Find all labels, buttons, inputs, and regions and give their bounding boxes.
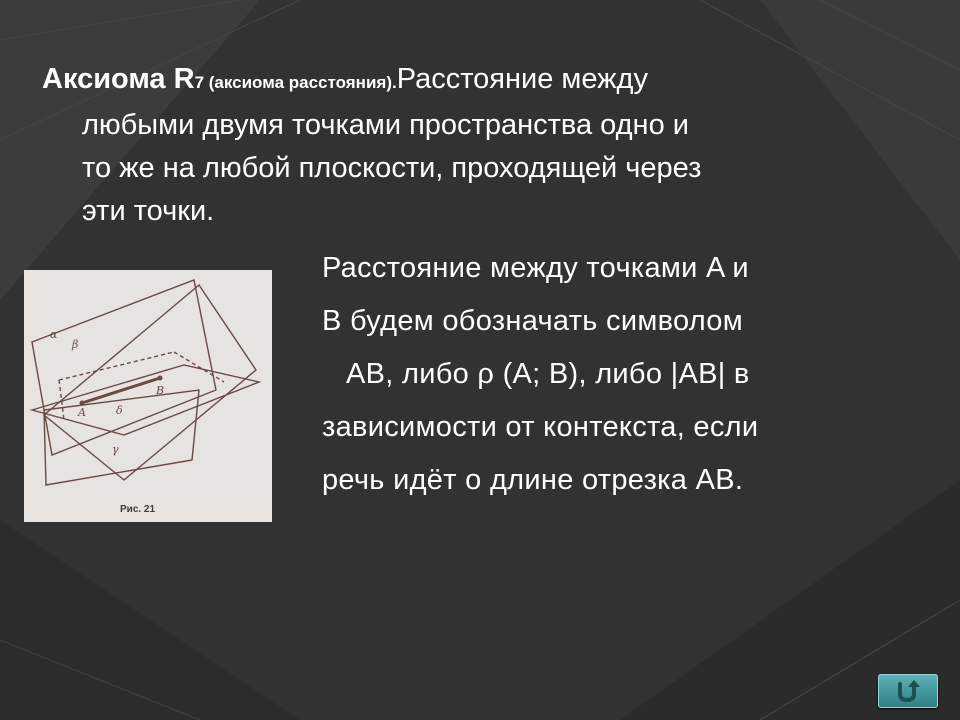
axiom-title: Аксиома R [42, 63, 195, 95]
figure-caption: Рис. 21 [120, 504, 156, 515]
heading-line-3: то же на любой плоскости, проходящей через [82, 152, 702, 184]
label-beta: β [72, 338, 79, 351]
label-delta: δ [116, 404, 123, 417]
paragraph-line-5: речь идёт о длине отрезка AB. [322, 464, 744, 496]
segment-ab [82, 378, 160, 403]
axiom-parenthetical: (аксиома расстояния). [204, 73, 397, 92]
label-point-a: A [78, 406, 86, 419]
figure-planes [24, 270, 272, 522]
return-icon [894, 678, 922, 704]
heading-line-1 [42, 58, 922, 104]
hidden-edge-1 [59, 352, 174, 380]
planes-diagram [24, 270, 272, 522]
heading-line-2: любыми двумя точками пространства одно и [82, 109, 689, 141]
label-point-b: B [156, 384, 165, 397]
return-button[interactable] [878, 674, 938, 708]
axiom-subscript: 7 [194, 73, 205, 92]
point-a-dot [80, 401, 85, 406]
paragraph-line-3: AB, либо ρ (A; B), либо |AB| в [346, 358, 750, 390]
distance-paragraph [322, 242, 922, 507]
axiom-text-start: Расстояние между [396, 63, 648, 95]
plane-gamma [32, 365, 259, 435]
paragraph-line-2: B будем обозначать символом [322, 305, 743, 337]
heading-line-4: эти точки. [82, 195, 215, 227]
axiom-heading [42, 58, 922, 233]
paragraph-line-4: зависимости от контекста, если [322, 411, 759, 443]
paragraph-line-1: Расстояние между точками A и [322, 252, 749, 284]
label-alpha: α [50, 328, 58, 341]
point-b-dot [158, 376, 163, 381]
hidden-edge-3 [174, 352, 224, 382]
plane-alpha [32, 280, 216, 455]
label-gamma: γ [112, 443, 119, 456]
